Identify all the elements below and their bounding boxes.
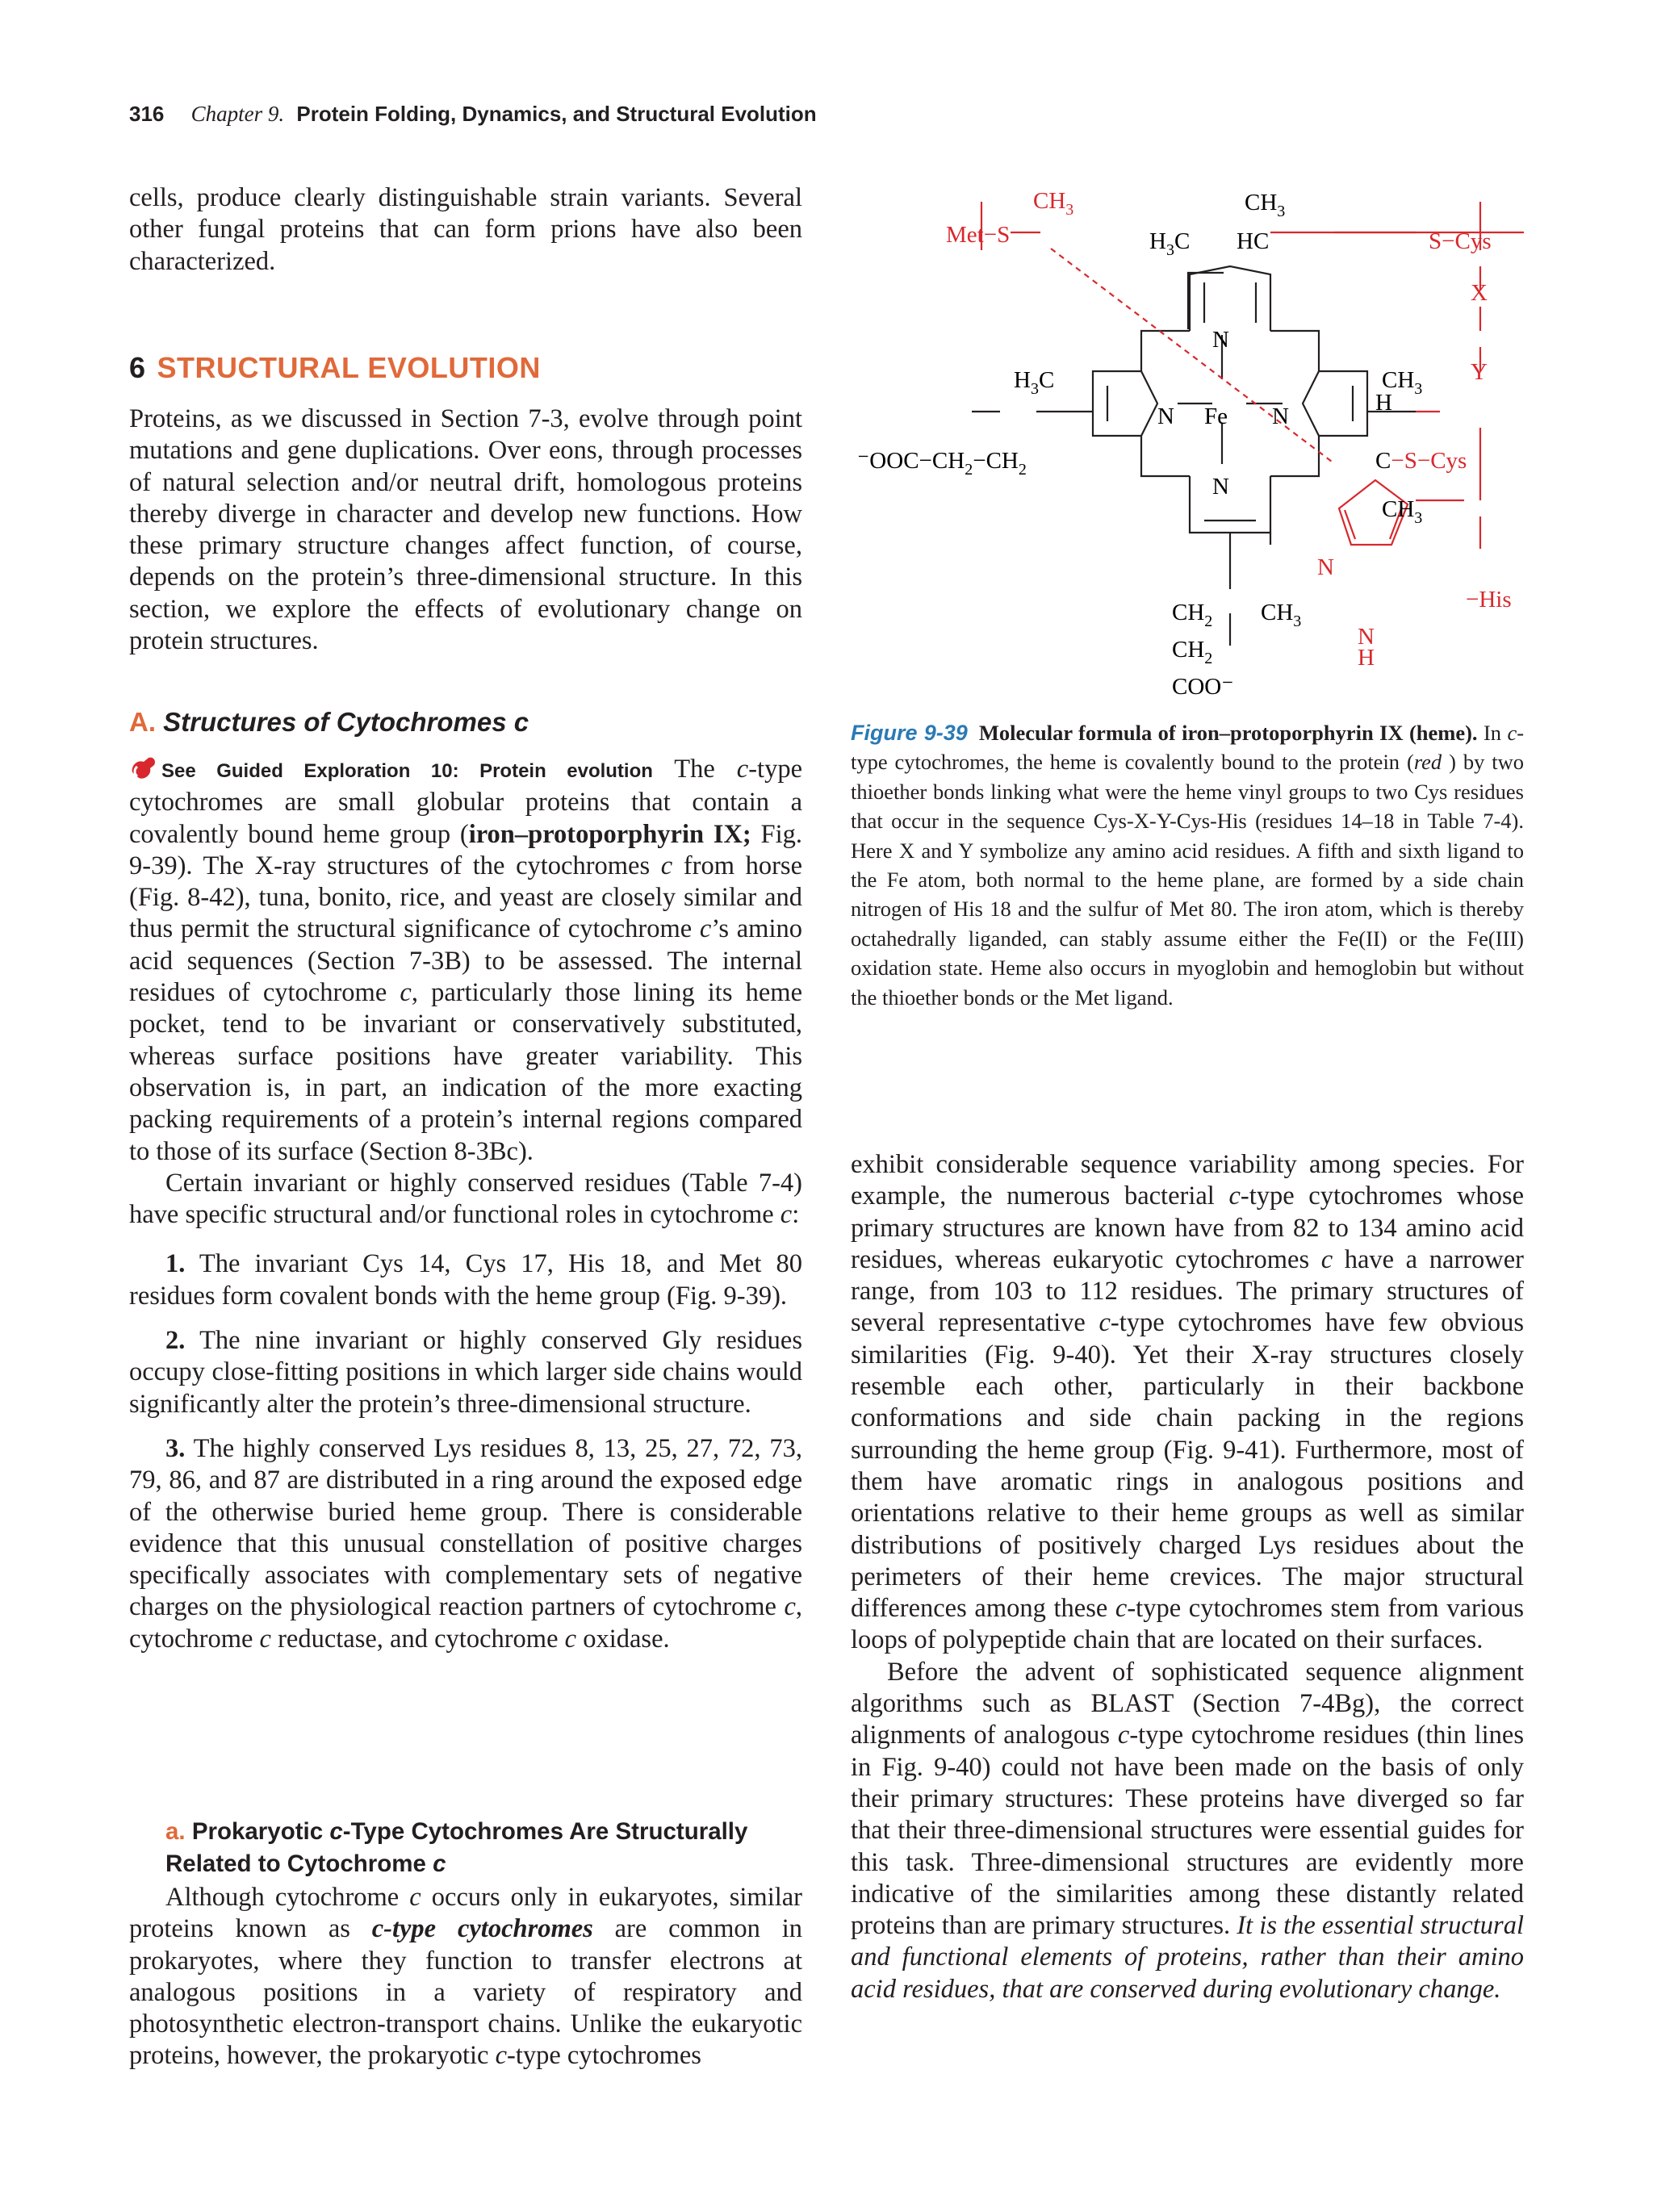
text-run-italic: c — [1117, 1721, 1130, 1750]
text-run-italic: c — [660, 851, 673, 880]
text-run: -type cytochrome residues (thin lines in Fig. 9-40) could not have been made on the basis of only their primary structures: These proteins have diverged so far that their three-dimensional structures were essential guides for this task. Three-dimensional structures are evidently more indicative of the similarities among these distantly related proteins than are primary structures. — [851, 1721, 1524, 1941]
text-run: Prokaryotic — [191, 1818, 330, 1845]
text-run-italic: c — [259, 1624, 271, 1654]
figure-caption — [851, 718, 1524, 1012]
text-run: The — [674, 755, 737, 784]
paragraph-alignment — [851, 1657, 1524, 2005]
text-run-italic: c — [736, 755, 749, 784]
label-fe: Fe — [1204, 404, 1228, 429]
text-run-italic: c — [784, 1592, 796, 1622]
label-hc: HC — [1237, 228, 1270, 254]
chapter-label: Chapter 9. — [190, 102, 285, 126]
text-run-italic: c — [1115, 1594, 1128, 1624]
section-title: STRUCTURAL EVOLUTION — [157, 351, 541, 384]
subsection-title: Structures of Cytochromes c — [163, 707, 529, 737]
text-run: ’s amino acid sequences (Section 7-3B) to be assessed. The internal residues of cytochrome — [129, 914, 802, 1008]
text-run: The highly conserved Lys residues 8, 13, 25, 27, 72, 73, 79, 86, and 87 are distributed in a ring around the exposed edge of the otherwise buried heme group. There is considerable evidence that this unusual constellation of positive charges specifically associates with complementary sets of negative charges on the physiological reaction partners of cytochrome — [129, 1433, 802, 1622]
label-h-right: H — [1375, 390, 1392, 416]
text-run-italic: red — [1413, 750, 1442, 775]
label-c-s-cys: C−S−Cys — [1375, 448, 1467, 474]
list-number: 1. — [165, 1249, 186, 1279]
guided-exploration-link[interactable]: See Guided Exploration 10: Protein evolution — [161, 760, 653, 782]
right-column-body — [851, 1149, 1524, 2005]
subsection-letter: A. — [129, 707, 156, 737]
text-run: have a narrower range, from 103 to 112 residues. The primary structures of several representative — [851, 1244, 1524, 1338]
list-item-1 — [129, 1248, 802, 1312]
paragraph-prokaryotic — [129, 1882, 802, 2072]
text-run: Before the advent of sophisticated sequence alignment algorithms such as BLAST (Section 7-4Bg), the correct alignments of analogous — [851, 1657, 1524, 1750]
text-run: -type cytochromes — [507, 2041, 701, 2071]
text-run: -type cytochromes stem from various loops of polypeptide chain that are located on their surfaces. — [851, 1594, 1524, 1655]
label-n-left: N — [1157, 404, 1174, 429]
text-run-italic: c — [1507, 721, 1517, 745]
text-run: from horse (Fig. 8-42), tuna, bonito, rice, and yeast are closely similar and thus permit the structural significance of cytochrome — [129, 851, 802, 944]
list-item-2 — [129, 1325, 802, 1420]
label-ch2-2: $CH_2$ — [1172, 637, 1213, 667]
label-n-bottom: N — [1212, 474, 1229, 500]
text-run: ) by two thioether bonds linking what were the heme vinyl groups to two Cys residues that occur in the sequence Cys-X-Y-Cys-His (residues 14–18 in Table 7-4). Here X and Y symbolize any amino acid residues. A fifth and sixth ligand to the Fe atom, both normal to the heme plane, are formed by a side chain nitrogen of His 18 and the sulfur of Met 80. The iron atom, which is thereby octahedrally liganded, can stably assume either the Fe(II) or the Fe(III) oxidation state. Heme also occurs in myoglobin and hemoglobin but without the thioether bonds or the Met ligand. — [851, 750, 1524, 1010]
text-run: -type cytochromes whose primary structures are known have from 82 to 134 amino acid residues, whereas eukaryotic cytochromes — [851, 1181, 1524, 1274]
section-heading — [129, 351, 541, 385]
text-run-italic: c — [409, 1883, 421, 1912]
text-run-italic: c — [780, 1200, 793, 1230]
text-run: -type cytochromes, the heme is covalently bound to the protein ( — [851, 721, 1525, 775]
text-run-bold: c-type cytochromes — [371, 1914, 593, 1944]
list-number: 3. — [165, 1433, 186, 1463]
text-run: exhibit considerable sequence variability among species. For example, the numerous bacterial — [851, 1150, 1524, 1211]
label-h3c-left: $H_3C$ — [1014, 367, 1055, 398]
text-run: The nine invariant or highly conserved Gly residues occupy close-fitting positions in which larger side chains would significantly alter the protein’s three-dimensional structure. — [129, 1326, 802, 1419]
running-head — [129, 102, 817, 127]
subsubsection-heading — [165, 1816, 811, 1880]
label-h3c-top: $H_3C$ — [1149, 228, 1191, 259]
paragraph-variability — [851, 1149, 1524, 1657]
heme-diagram — [851, 178, 1524, 702]
label-n-right: N — [1272, 404, 1289, 429]
text-run-italic: c — [1320, 1244, 1333, 1274]
text-run: Certain invariant or highly conserved residues (Table 7-4) have specific structural and/or functional roles in cytochrome — [129, 1168, 802, 1230]
label-n-top: N — [1212, 327, 1229, 353]
text-run: , particularly those lining its heme pocket, tend to be invariant or conservatively substituted, whereas surface positions have greater variability. This observation is, in part, an indication of the more exacting packing requirements of a protein’s internal regions compared to those of its surface (Section 8-3Bc). — [129, 978, 802, 1166]
subsubsection-body — [129, 1882, 802, 2072]
label-nh-h: H — [1358, 645, 1375, 671]
subsection-heading — [129, 707, 529, 738]
paragraph-conserved — [129, 1168, 802, 1231]
text-run: reductase, and cytochrome — [270, 1624, 565, 1654]
text-run: -type cytochromes are small globular proteins that contain a covalently bound heme group ( — [129, 755, 803, 849]
text-run: The invariant Cys 14, Cys 17, His 18, and Met 80 residues form covalent bonds with the heme group (Fig. 9-39). — [129, 1249, 802, 1311]
guided-exploration-icon — [129, 755, 158, 782]
intro-text: cells, produce clearly distinguishable strain variants. Several other fungal proteins that can form prions have also been characterized. — [129, 183, 802, 276]
text-run-bold: iron–protoporphyrin IX; — [468, 819, 751, 849]
text-run: Although cytochrome — [165, 1883, 410, 1912]
label-ch3-top-right: $CH_3$ — [1245, 190, 1286, 220]
label-nh: N — [1358, 624, 1375, 650]
page-number: 316 — [129, 102, 165, 126]
text-run-italic: c — [329, 1818, 343, 1845]
text-run-italic: c — [1228, 1181, 1241, 1211]
text-run: : — [792, 1200, 800, 1230]
text-run: are common in prokaryotes, where they function to transfer electrons at analogous positions in a variety of respiratory and photosynthetic electron-transport chains. Unlike the eukaryotic proteins, however, the prokaryotic — [129, 1914, 802, 2071]
text-run-italic: It is the essential structural and functional elements of proteins, rather than their amino acid residues, that are conserved during evolutionary change. — [851, 1911, 1524, 2004]
text-run: In — [1477, 721, 1508, 745]
text-run: Fig. 9-39). The X-ray structures of the cytochromes — [129, 819, 802, 880]
figure-label: Figure 9-39 — [851, 721, 968, 745]
list-item-3 — [129, 1433, 802, 1655]
text-run-italic: c — [564, 1624, 577, 1654]
label-y: Y — [1471, 359, 1488, 385]
label-met: Met−S — [946, 222, 1011, 248]
text-run: -type cytochromes have few obvious similarities (Fig. 9-40). Yet their X-ray structures closely resemble each other, particularly in their backbone conformations and side chain packing in the regions surrounding the heme group (Fig. 9-41). Furthermore, most of them have aromatic rings in analogous positions and orientations relative to their heme groups as well as similar distributions of positively charged Lys residues about the perimeters of their heme crevices. The major structural differences among these — [851, 1308, 1524, 1624]
section-paragraph — [129, 404, 802, 657]
text-run: oxidase. — [576, 1624, 670, 1654]
label-coo: COO⁻ — [1172, 674, 1234, 700]
figure-title: Molecular formula of iron–protoporphyrin IX (heme). — [978, 721, 1478, 745]
section-text: Proteins, as we discussed in Section 7-3, evolve through point mutations and gene duplications. Over eons, through processes of natural selection and/or neutral drift, homologous proteins thereby diverge in character and develop new functions. How these primary structure changes affect function, of course, depends on the protein’s three-dimensional structure. In this section, we explore the effects of evolutionary change on protein structures. — [129, 404, 802, 656]
text-run: , cytochrome — [129, 1592, 802, 1654]
label-ch3-bottom: $CH_3$ — [1261, 600, 1302, 630]
text-run: occurs only in eukaryotes, similar proteins known as — [129, 1883, 802, 1944]
text-run-italic: c — [400, 978, 412, 1008]
label-ch3-right: $CH_3$ — [1382, 367, 1423, 398]
subsection-body — [129, 754, 802, 1655]
chapter-title: Protein Folding, Dynamics, and Structural Evolution — [296, 102, 817, 126]
list-number: 2. — [165, 1326, 186, 1356]
label-n-imidazole: N — [1317, 554, 1334, 580]
heme-structure-figure — [851, 178, 1524, 702]
intro-paragraph — [129, 182, 802, 278]
text-run-italic: c — [699, 914, 712, 944]
label-ch3-right-lower: $CH_3$ — [1382, 496, 1423, 527]
text-run-italic: c — [495, 2041, 507, 2071]
label-propionate-left: $^-OOC-CH_2-CH_2$ — [857, 448, 1027, 479]
text-run: -Type Cytochromes Are Structurally Related to Cytochrome — [165, 1818, 748, 1877]
label-his: −His — [1466, 587, 1512, 613]
label-ch3-top-left: $CH_3$ — [1033, 188, 1074, 219]
label-ch2-1: $CH_2$ — [1172, 600, 1213, 630]
label-x: X — [1471, 280, 1488, 306]
text-run-italic: c — [433, 1850, 446, 1877]
label-s-cys-top: S−Cys — [1429, 228, 1492, 254]
section-number: 6 — [129, 351, 146, 384]
text-run-italic: c — [1099, 1308, 1111, 1338]
paragraph-cytochromes — [129, 754, 802, 1168]
subsubsection-letter: a. — [165, 1818, 186, 1845]
